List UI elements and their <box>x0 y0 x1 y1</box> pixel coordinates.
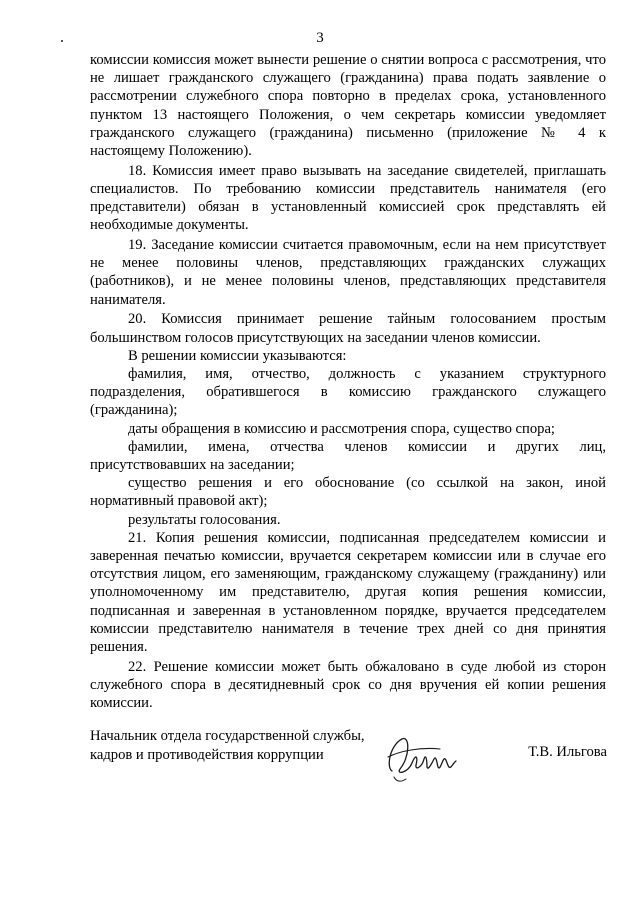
handwritten-signature <box>380 727 470 787</box>
paragraph-19: 19. Заседание комиссии считается правомочным, если на нем присутствует не менее половины членов, представляющих гражданских служащих (работников), и не менее половины членов, представляющих представителя нанимателя. <box>90 237 606 308</box>
paragraph-18: 18. Комиссия имеет право вызывать на заседание свидетелей, приглашать специалистов. По требованию комиссии представитель нанимателя (его представители) обязан в установленный комиссией срок представлять ей необходимые документы. <box>90 162 606 234</box>
paragraph-22: 22. Решение комиссии может быть обжаловано в суде любой из сторон служебного спора в десятидневный срок со дня вручения ей копии решения комиссии. <box>90 658 606 712</box>
decision-item-substance: существо решения и его обоснование (со ссылкой на закон, иной нормативный правовой акт); <box>90 475 606 510</box>
signatory-position-line-1: Начальник отдела государственной службы, <box>90 728 365 744</box>
decision-item-voting: результаты голосования. <box>128 511 281 528</box>
decision-contents-intro: В решении комиссии указываются: <box>128 347 347 364</box>
signatory-position <box>90 727 365 764</box>
decision-item-dates: даты обращения в комиссию и рассмотрения спора, существо спора; <box>128 420 555 437</box>
paragraph-20: 20. Комиссия принимает решение тайным голосованием простым большинством голосов присутствующих на заседании членов комиссии. <box>90 311 606 346</box>
signature-block <box>90 727 610 797</box>
document-body <box>90 51 606 712</box>
paragraph-21: 21. Копия решения комиссии, подписанная председателем комиссии и заверенная печатью комиссии, вручается секретарем комиссии или в случае его отсутствия лицом, его заменяющим, гражданскому служащему (гражданину) или уполномоченному им представителю, другая копия решения комиссии, подписанная и заверенная в установленном порядке, вручается председателем комиссии представителю нанимателя в течение трех дней со дня принятия решения. <box>90 529 606 655</box>
decision-item-applicant: фамилия, имя, отчество, должность с указанием структурного подразделения, обратившегося в комиссию гражданского служащего (гражданина); <box>90 365 606 419</box>
decision-item-members: фамилии, имена, отчества членов комиссии и других лиц, присутствовавших на заседании; <box>90 438 606 473</box>
paragraph-17-continuation: комиссии комиссия может вынести решение о снятии вопроса с рассмотрения, что не лишает гражданского служащего (гражданина) права подать заявление о рассмотрении служебного спора повторно в пределах срока, установленного пунктом 13 настоящего Положения, о чем секретарь комиссии уведомляет гражданского служащего (гражданина) письменно (приложение № 4 к настоящему Положению). <box>90 52 606 160</box>
signatory-name: Т.В. Ильгова <box>528 744 607 760</box>
page-number: 3 <box>316 30 324 46</box>
signatory-position-line-2: кадров и противодействия коррупции <box>90 746 324 763</box>
